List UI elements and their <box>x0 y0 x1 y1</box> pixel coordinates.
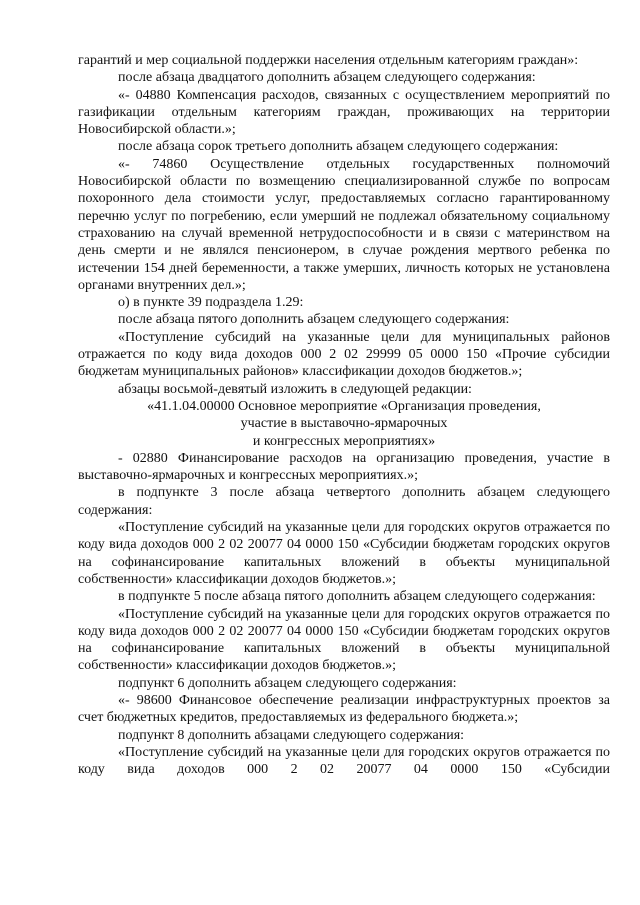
document-body <box>78 52 610 778</box>
paragraph: «Поступление субсидий на указанные цели для городских округов отражается по коду вида доходов 000 2 02 20077 04 0000 150 «Субсидии <box>78 744 610 778</box>
paragraph: абзацы восьмой-девятый изложить в следующей редакции: <box>118 381 472 397</box>
section-heading-line: участие в выставочно-ярмарочных <box>240 416 448 432</box>
paragraph: - 02880 Финансирование расходов на организацию проведения, участие в выставочно-ярмарочных и конгрессных мероприятиях.»; <box>78 450 610 484</box>
paragraph: в подпункте 5 после абзаца пятого дополнить абзацем следующего содержания: <box>118 589 596 605</box>
section-heading-line: и конгрессных мероприятиях» <box>252 433 436 449</box>
paragraph: «- 74860 Осуществление отдельных государственных полномочий Новосибирской области по возмещению специализированной службе по вопросам похоронного дела стоимости услуг, предоставляемых согласно гарантированному перечню услуг по погребению, если умерший не подлежал обязательному социальному страхованию на случай временной нетрудоспособности и в связи с материнством на день смерти и не являлся пенсионером, в случае рождения мертвого ребенка по истечении 154 дней беременности, а также умерших, личность которых не установлена органами внутренних дел.»; <box>78 156 610 293</box>
section-heading-line: «41.1.04.00000 Основное мероприятие «Организация проведения, <box>147 398 541 414</box>
paragraph: «- 04880 Компенсация расходов, связанных с осуществлением мероприятий по газификации отдельным категориям граждан, проживающих на территории Новосибирской области.»; <box>78 87 610 138</box>
paragraph: «Поступление субсидий на указанные цели для городских округов отражается по коду вида доходов 000 2 02 20077 04 0000 150 «Субсидии бюджетам городских округов на софинансирование капитальных вложений в объекты муниципальной собственности» классификации доходов бюджетов.»; <box>78 520 610 587</box>
paragraph: о) в пункте 39 подраздела 1.29: <box>118 295 304 311</box>
paragraph: после абзаца сорок третьего дополнить абзацем следующего содержания: <box>118 139 559 155</box>
paragraph: после абзаца двадцатого дополнить абзацем следующего содержания: <box>118 70 536 86</box>
paragraph: после абзаца пятого дополнить абзацем следующего содержания: <box>118 312 510 328</box>
paragraph: «- 98600 Финансовое обеспечение реализации инфраструктурных проектов за счет бюджетных кредитов, предоставляемых из федерального бюджета.»; <box>78 692 610 726</box>
paragraph: «Поступление субсидий на указанные цели для городских округов отражается по коду вида доходов 000 2 02 20077 04 0000 150 «Субсидии бюджетам городских округов на софинансирование капитальных вложений в объекты муниципальной собственности» классификации доходов бюджетов.»; <box>78 606 610 674</box>
paragraph: гарантий и мер социальной поддержки населения отдельным категориям граждан»: <box>78 53 579 68</box>
paragraph: «Поступление субсидий на указанные цели для муниципальных районов отражается по коду вида доходов 000 2 02 29999 05 0000 150 «Прочие субсидии бюджетам муниципальных районов» классификации доходов бюджетов.»; <box>78 329 610 380</box>
paragraph: в подпункте 3 после абзаца четвертого дополнить абзацем следующего содержания: <box>78 485 610 518</box>
paragraph: подпункт 6 дополнить абзацем следующего содержания: <box>118 675 457 691</box>
paragraph: подпункт 8 дополнить абзацами следующего содержания: <box>118 727 465 743</box>
